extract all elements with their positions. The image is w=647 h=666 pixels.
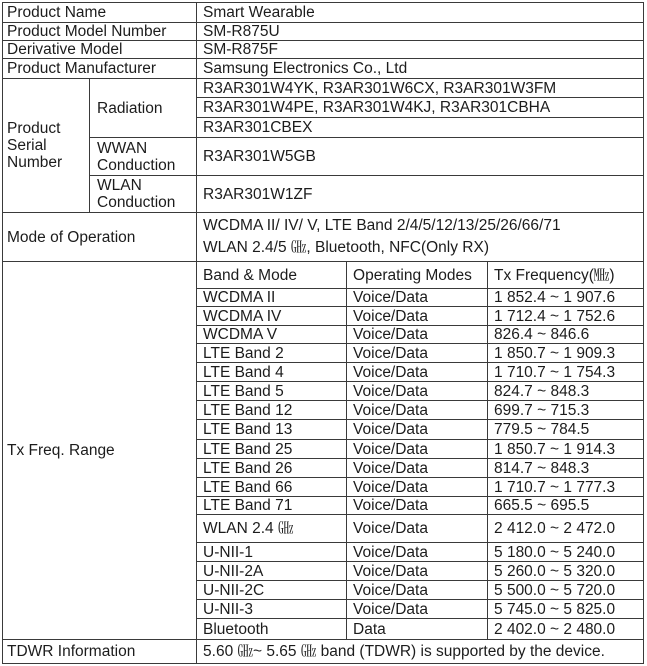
radiation-row-1: [3, 79, 644, 98]
tx-mode: Voice/Data: [347, 289, 488, 307]
wwan-conduction-label-cell: [90, 138, 197, 176]
tx-band: LTE Band 12: [197, 401, 347, 420]
tx-column-operating-modes: Operating Modes: [347, 262, 488, 289]
tx-mode: Voice/Data: [347, 562, 488, 581]
serial-number-label: Product Serial Number: [7, 120, 63, 171]
product-manufacturer-label: Product Manufacturer: [3, 59, 197, 79]
tx-mode: Voice/Data: [347, 401, 488, 420]
product-name-label: Product Name: [3, 3, 197, 23]
tx-frequency: 1 710.7 ~ 1 754.3: [488, 363, 644, 382]
tx-mode: Voice/Data: [347, 515, 488, 543]
radiation-label: Radiation: [90, 79, 197, 138]
tx-frequency: 824.7 ~ 848.3: [488, 382, 644, 401]
radiation-serials-line-3: R3AR301CBEX: [197, 118, 644, 138]
tx-frequency: 1 712.4 ~ 1 752.6: [488, 307, 644, 326]
tx-mode: Voice/Data: [347, 543, 488, 562]
tx-frequency: 1 850.7 ~ 1 914.3: [488, 440, 644, 459]
tx-frequency: 2 412.0 ~ 2 472.0: [488, 515, 644, 543]
wwan-conduction-row: [3, 138, 644, 176]
tx-band: LTE Band 5: [197, 382, 347, 401]
tx-mode: Voice/Data: [347, 420, 488, 440]
product-name-value: Smart Wearable: [197, 3, 644, 23]
tx-mode: Voice/Data: [347, 344, 488, 363]
product-model-number-label: Product Model Number: [3, 23, 197, 41]
tx-band: LTE Band 66: [197, 478, 347, 497]
tx-mode: Voice/Data: [347, 478, 488, 497]
tx-mode: Voice/Data: [347, 600, 488, 619]
tx-freq-range-label: Tx Freq. Range: [3, 262, 197, 640]
tdwr-label: TDWR Information: [3, 640, 197, 664]
tx-frequency: 2 402.0 ~ 2 480.0: [488, 619, 644, 640]
product-model-number-row: [3, 23, 644, 41]
tx-mode: Voice/Data: [347, 459, 488, 478]
tdwr-row: [3, 640, 644, 664]
tx-band: WCDMA II: [197, 289, 347, 307]
tx-band: U-NII-2C: [197, 581, 347, 600]
tx-band: U-NII-3: [197, 600, 347, 619]
tx-column-band-mode: Band & Mode: [197, 262, 347, 289]
tx-frequency: 779.5 ~ 784.5: [488, 420, 644, 440]
derivative-model-row: [3, 41, 644, 59]
tx-header-row: [3, 262, 644, 289]
tx-mode: Voice/Data: [347, 497, 488, 515]
mode-of-operation-row: [3, 213, 644, 262]
tx-mode: Voice/Data: [347, 326, 488, 344]
tx-frequency: 5 500.0 ~ 5 720.0: [488, 581, 644, 600]
derivative-model-label: Derivative Model: [3, 41, 197, 59]
tx-frequency: 826.4 ~ 846.6: [488, 326, 644, 344]
tx-mode: Voice/Data: [347, 363, 488, 382]
tx-frequency: 5 180.0 ~ 5 240.0: [488, 543, 644, 562]
tx-band: LTE Band 71: [197, 497, 347, 515]
serial-number-label-cell: [3, 79, 90, 213]
product-manufacturer-value: Samsung Electronics Co., Ltd: [197, 59, 644, 79]
tx-band: U-NII-1: [197, 543, 347, 562]
mode-of-operation-line-2: WLAN 2.4/5 ㎓, Bluetooth, NFC(Only RX): [203, 239, 489, 256]
mode-of-operation-label: Mode of Operation: [3, 213, 197, 262]
wlan-conduction-label: WLAN Conduction: [97, 177, 176, 211]
tx-band: LTE Band 26: [197, 459, 347, 478]
tdwr-value: 5.60 ㎓~ 5.65 ㎓ band (TDWR) is supported by the device.: [197, 640, 644, 664]
spec-table: [2, 2, 644, 664]
mode-of-operation-line-1: WCDMA II/ IV/ V, LTE Band 2/4/5/12/13/25/26/66/71: [203, 217, 561, 234]
tx-frequency: 5 260.0 ~ 5 320.0: [488, 562, 644, 581]
tx-frequency: 665.5 ~ 695.5: [488, 497, 644, 515]
tx-band: LTE Band 2: [197, 344, 347, 363]
tx-column-tx-frequency: Tx Frequency(㎒): [488, 262, 644, 289]
tx-band: LTE Band 25: [197, 440, 347, 459]
radiation-serials-line-1: R3AR301W4YK, R3AR301W6CX, R3AR301W3FM: [197, 79, 644, 98]
tx-band: WLAN 2.4 ㎓: [197, 515, 347, 543]
tx-band: LTE Band 4: [197, 363, 347, 382]
mode-of-operation-value: [197, 213, 644, 262]
tx-band: Bluetooth: [197, 619, 347, 640]
product-name-row: [3, 3, 644, 23]
wlan-conduction-row: [3, 176, 644, 213]
tx-mode: Voice/Data: [347, 307, 488, 326]
tx-frequency: 699.7 ~ 715.3: [488, 401, 644, 420]
derivative-model-value: SM-R875F: [197, 41, 644, 59]
wlan-conduction-value: R3AR301W1ZF: [197, 176, 644, 213]
wlan-conduction-label-cell: [90, 176, 197, 213]
tx-band: WCDMA V: [197, 326, 347, 344]
tx-band: U-NII-2A: [197, 562, 347, 581]
tx-band: LTE Band 13: [197, 420, 347, 440]
product-model-number-value: SM-R875U: [197, 23, 644, 41]
tx-band: WCDMA IV: [197, 307, 347, 326]
radiation-serials-line-2: R3AR301W4PE, R3AR301W4KJ, R3AR301CBHA: [197, 98, 644, 118]
tx-mode: Voice/Data: [347, 440, 488, 459]
tx-mode: Data: [347, 619, 488, 640]
tx-frequency: 814.7 ~ 848.3: [488, 459, 644, 478]
tx-frequency: 5 745.0 ~ 5 825.0: [488, 600, 644, 619]
tx-mode: Voice/Data: [347, 581, 488, 600]
tx-frequency: 1 850.7 ~ 1 909.3: [488, 344, 644, 363]
wwan-conduction-value: R3AR301W5GB: [197, 138, 644, 176]
tx-mode: Voice/Data: [347, 382, 488, 401]
tx-frequency: 1 852.4 ~ 1 907.6: [488, 289, 644, 307]
wwan-conduction-label: WWAN Conduction: [97, 139, 176, 174]
tx-frequency: 1 710.7 ~ 1 777.3: [488, 478, 644, 497]
product-manufacturer-row: [3, 59, 644, 79]
